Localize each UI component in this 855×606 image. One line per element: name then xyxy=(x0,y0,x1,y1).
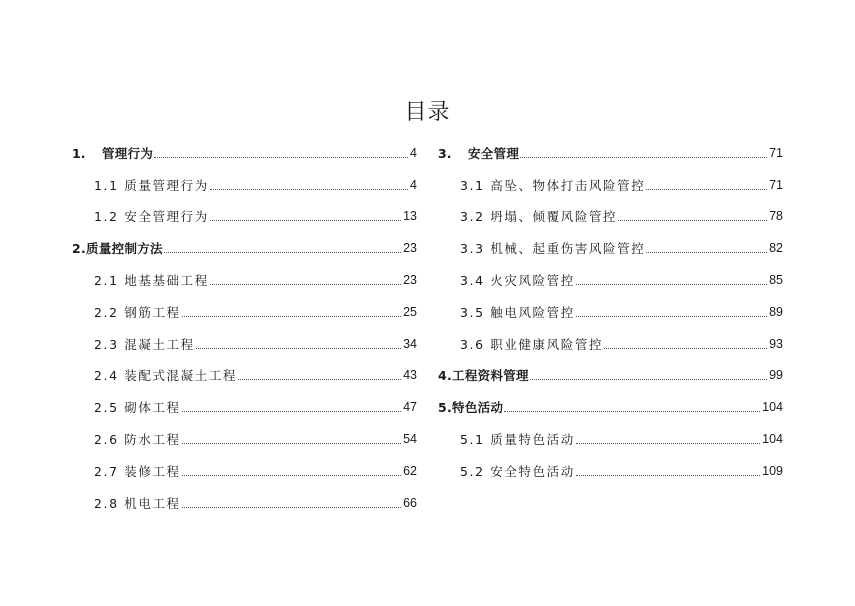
toc-entry-label xyxy=(460,337,603,352)
toc-entry-page-number: 104 xyxy=(762,431,783,446)
dot-leader xyxy=(182,316,401,317)
dot-leader xyxy=(576,316,767,317)
toc-entry[interactable] xyxy=(72,293,417,325)
toc-entry[interactable] xyxy=(72,452,417,484)
toc-entry-text: 3.3 机械、起重伤害风险管控 xyxy=(460,241,646,257)
toc-entry-label xyxy=(94,337,195,352)
toc-entry-text: 2.质量控制方法 xyxy=(72,241,163,257)
toc-entry[interactable] xyxy=(72,261,417,293)
toc-entry-text: 3.5 触电风险管控 xyxy=(460,304,575,320)
toc-entry[interactable] xyxy=(438,261,783,293)
dot-leader xyxy=(520,157,767,158)
dot-leader xyxy=(646,189,767,190)
toc-entry[interactable] xyxy=(72,388,417,420)
toc-entry-text: 2.2 钢筋工程 xyxy=(94,304,181,320)
toc-entry-text: 3.6 职业健康风险管控 xyxy=(460,336,604,352)
toc-entry-page-number: 34 xyxy=(403,336,417,351)
toc-left-column xyxy=(72,134,417,516)
toc-entry-page-number: 71 xyxy=(769,145,783,160)
toc-entry-label xyxy=(72,241,163,256)
dot-leader xyxy=(646,252,767,253)
toc-entry[interactable] xyxy=(438,388,783,420)
toc-entry[interactable] xyxy=(438,198,783,230)
toc-entry[interactable] xyxy=(438,420,783,452)
toc-entry[interactable] xyxy=(438,166,783,198)
toc-entry-label xyxy=(460,432,575,447)
toc-entry-label xyxy=(460,305,575,320)
toc-entry-page-number: 13 xyxy=(403,209,417,224)
dot-leader xyxy=(182,411,401,412)
toc-entry-number: 3. xyxy=(438,145,452,161)
toc-entry-label xyxy=(94,305,181,320)
toc-entry-page-number: 43 xyxy=(403,368,417,383)
toc-entry-page-number: 78 xyxy=(769,209,783,224)
toc-entry-text: 2.5 砌体工程 xyxy=(94,400,181,416)
toc-entry-text: 5.1 质量特色活动 xyxy=(460,431,575,447)
dot-leader xyxy=(182,475,401,476)
toc-entry-page-number: 47 xyxy=(403,400,417,415)
toc-entry-text: 5.特色活动 xyxy=(438,400,504,416)
toc-entry-text: 3.1 高坠、物体打击风险管控 xyxy=(460,177,646,193)
toc-entry-page-number: 93 xyxy=(769,336,783,351)
toc-entry-label xyxy=(460,241,645,256)
toc-entry-page-number: 109 xyxy=(762,463,783,478)
toc-entry[interactable] xyxy=(438,452,783,484)
dot-leader xyxy=(196,348,401,349)
toc-entry-label xyxy=(94,368,237,383)
toc-entry-label xyxy=(72,146,153,161)
toc-entry-page-number: 54 xyxy=(403,431,417,446)
dot-leader xyxy=(182,507,401,508)
toc-entry[interactable] xyxy=(72,325,417,357)
toc-entry-page-number: 4 xyxy=(410,177,417,192)
toc-right-column xyxy=(438,134,783,484)
toc-entry-label xyxy=(460,209,617,224)
toc-entry[interactable] xyxy=(438,325,783,357)
toc-entry-page-number: 85 xyxy=(769,272,783,287)
toc-entry-text: 管理行为 xyxy=(102,145,154,161)
toc-entry-text: 2.6 防水工程 xyxy=(94,431,181,447)
dot-leader xyxy=(210,284,401,285)
toc-entry-text: 安全管理 xyxy=(468,145,520,161)
toc-entry-text: 3.2 坍塌、倾覆风险管控 xyxy=(460,209,618,225)
dot-leader xyxy=(210,220,401,221)
toc-entry-label xyxy=(94,432,181,447)
toc-entry-label xyxy=(438,400,503,415)
toc-entry-label xyxy=(94,273,209,288)
toc-entry[interactable] xyxy=(72,166,417,198)
toc-entry-page-number: 25 xyxy=(403,304,417,319)
toc-entry-text: 3.4 火灾风险管控 xyxy=(460,272,575,288)
dot-leader xyxy=(604,348,767,349)
toc-entry[interactable] xyxy=(438,357,783,389)
toc-entry-page-number: 71 xyxy=(769,177,783,192)
toc-entry-label xyxy=(94,209,209,224)
dot-leader xyxy=(182,443,401,444)
toc-entry[interactable] xyxy=(72,420,417,452)
dot-leader xyxy=(210,189,408,190)
toc-entry[interactable] xyxy=(72,134,417,166)
dot-leader xyxy=(576,443,760,444)
toc-entry[interactable] xyxy=(438,134,783,166)
toc-entry-page-number: 4 xyxy=(410,145,417,160)
toc-entry-label xyxy=(94,178,209,193)
toc-entry-text: 1.2 安全管理行为 xyxy=(94,209,209,225)
toc-entry-label xyxy=(438,146,519,161)
toc-entry-number: 1. xyxy=(72,145,86,161)
toc-entry-page-number: 82 xyxy=(769,241,783,256)
toc-entry[interactable] xyxy=(72,229,417,261)
toc-entry-label xyxy=(460,178,645,193)
toc-entry-page-number: 99 xyxy=(769,368,783,383)
dot-leader xyxy=(154,157,408,158)
toc-entry-text: 4.工程资料管理 xyxy=(438,368,529,384)
toc-entry[interactable] xyxy=(72,484,417,516)
toc-entry-page-number: 66 xyxy=(403,495,417,510)
toc-entry-text: 2.4 装配式混凝土工程 xyxy=(94,368,238,384)
toc-entry-label xyxy=(94,464,181,479)
toc-entry-page-number: 62 xyxy=(403,463,417,478)
toc-entry-label xyxy=(460,464,575,479)
dot-leader xyxy=(576,475,760,476)
dot-leader xyxy=(164,252,401,253)
dot-leader xyxy=(238,379,401,380)
toc-entry-text: 2.8 机电工程 xyxy=(94,495,181,511)
toc-entry-label xyxy=(460,273,575,288)
toc-entry-label xyxy=(94,400,181,415)
dot-leader xyxy=(530,379,767,380)
toc-entry-page-number: 23 xyxy=(403,272,417,287)
toc-entry-text: 5.2 安全特色活动 xyxy=(460,463,575,479)
toc-entry[interactable] xyxy=(72,357,417,389)
toc-entry-page-number: 89 xyxy=(769,304,783,319)
toc-entry-text: 2.7 装修工程 xyxy=(94,463,181,479)
toc-entry-text: 2.1 地基基础工程 xyxy=(94,272,209,288)
toc-entry-page-number: 23 xyxy=(403,241,417,256)
dot-leader xyxy=(576,284,767,285)
toc-entry[interactable] xyxy=(438,293,783,325)
toc-entry[interactable] xyxy=(72,198,417,230)
toc-entry-label xyxy=(94,496,181,511)
dot-leader xyxy=(504,411,760,412)
toc-entry[interactable] xyxy=(438,229,783,261)
toc-entry-text: 2.3 混凝土工程 xyxy=(94,336,195,352)
toc-entry-label xyxy=(438,368,529,383)
dot-leader xyxy=(618,220,767,221)
document-title: 目录 xyxy=(404,100,451,125)
toc-entry-page-number: 104 xyxy=(762,400,783,415)
toc-entry-text: 1.1 质量管理行为 xyxy=(94,177,209,193)
